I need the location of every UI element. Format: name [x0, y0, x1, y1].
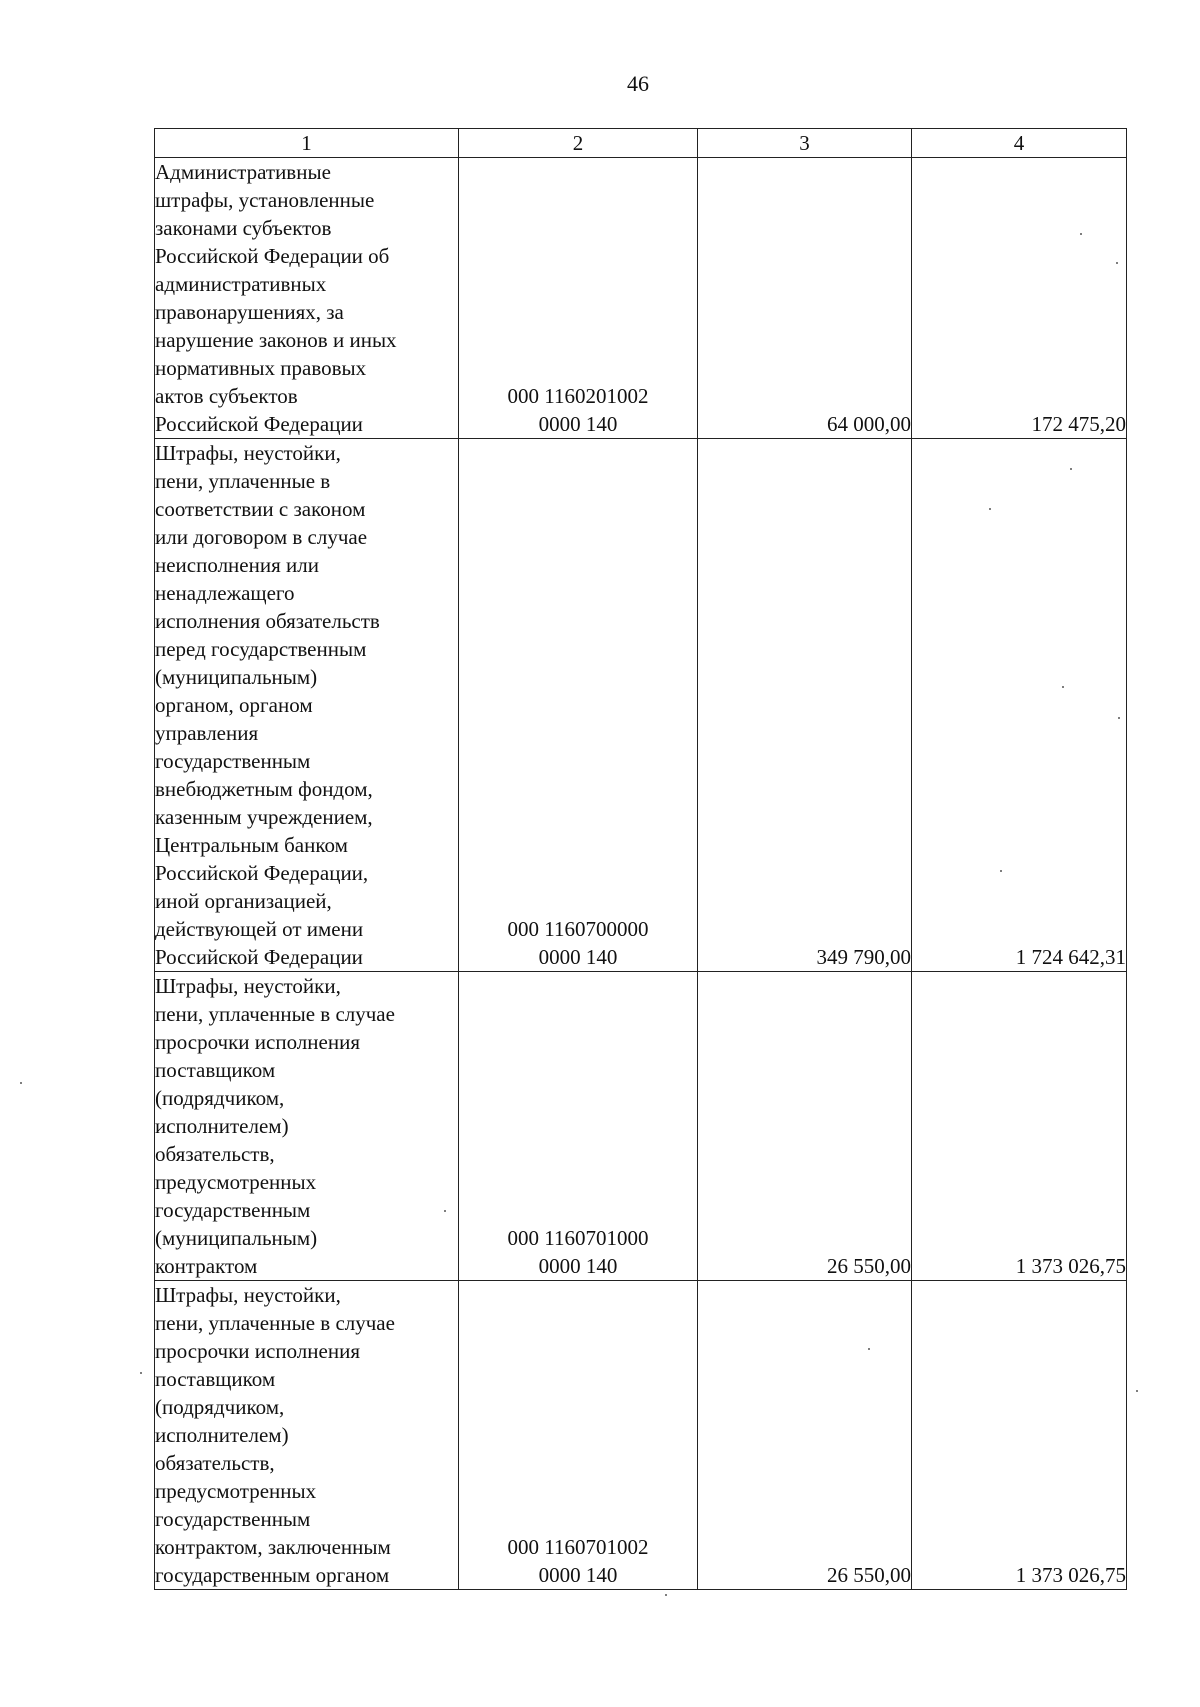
scan-speck [1080, 233, 1082, 235]
row-actual-value: 172 475,20 [912, 158, 1127, 439]
row-plan-value: 64 000,00 [698, 158, 912, 439]
table-row [155, 972, 1127, 1281]
table-row [155, 439, 1127, 972]
row-name: Штрафы, неустойки, пени, уплаченные в соответствии с законом или договором в случае неисполнения или ненадлежащего исполнения обязательств перед государственным (муниципальным) органом, органом управления государственным внебюджетным фондом, казенным учреждением, Центральным банком Российской Федерации, иной организацией, действующей от имени Российской Федерации [155, 439, 459, 972]
table-header-row [155, 129, 1127, 158]
scan-speck [20, 1082, 22, 1084]
row-code: 000 1160700000 0000 140 [459, 439, 698, 972]
page-number: 46 [627, 71, 649, 96]
column-header-2: 2 [459, 129, 698, 158]
column-header-4: 4 [912, 129, 1127, 158]
column-header-3: 3 [698, 129, 912, 158]
row-plan-value: 349 790,00 [698, 439, 912, 972]
row-actual-value: 1 724 642,31 [912, 439, 1127, 972]
row-code: 000 1160701002 0000 140 [459, 1281, 698, 1590]
scan-speck [1116, 262, 1118, 264]
scan-speck [1118, 717, 1120, 719]
column-header-1: 1 [155, 129, 459, 158]
scan-speck [444, 1210, 446, 1212]
row-plan-value: 26 550,00 [698, 972, 912, 1281]
scan-speck [989, 508, 991, 510]
scan-speck [1136, 1390, 1138, 1392]
scan-speck [868, 1348, 870, 1350]
table-row [155, 1281, 1127, 1590]
row-code: 000 1160201002 0000 140 [459, 158, 698, 439]
row-name: Штрафы, неустойки, пени, уплаченные в случае просрочки исполнения поставщиком (подрядчиком, исполнителем) обязательств, предусмотренных государственным (муниципальным) контрактом [155, 972, 459, 1281]
row-actual-value: 1 373 026,75 [912, 972, 1127, 1281]
scan-speck [665, 1594, 667, 1596]
row-code: 000 1160701000 0000 140 [459, 972, 698, 1281]
scan-speck [1000, 870, 1002, 872]
row-plan-value: 26 550,00 [698, 1281, 912, 1590]
scan-speck [140, 1372, 142, 1374]
table-row [155, 158, 1127, 439]
row-name: Административные штрафы, установленные законами субъектов Российской Федерации об административных правонарушениях, за нарушение законов и иных нормативных правовых актов субъектов Российской Федерации [155, 158, 459, 439]
scan-speck [1070, 468, 1072, 470]
row-name: Штрафы, неустойки, пени, уплаченные в случае просрочки исполнения поставщиком (подрядчиком, исполнителем) обязательств, предусмотренных государственным контрактом, заключенным государственным органом [155, 1281, 459, 1590]
row-actual-value: 1 373 026,75 [912, 1281, 1127, 1590]
scan-speck [1062, 686, 1064, 688]
revenue-table [154, 128, 1127, 1590]
